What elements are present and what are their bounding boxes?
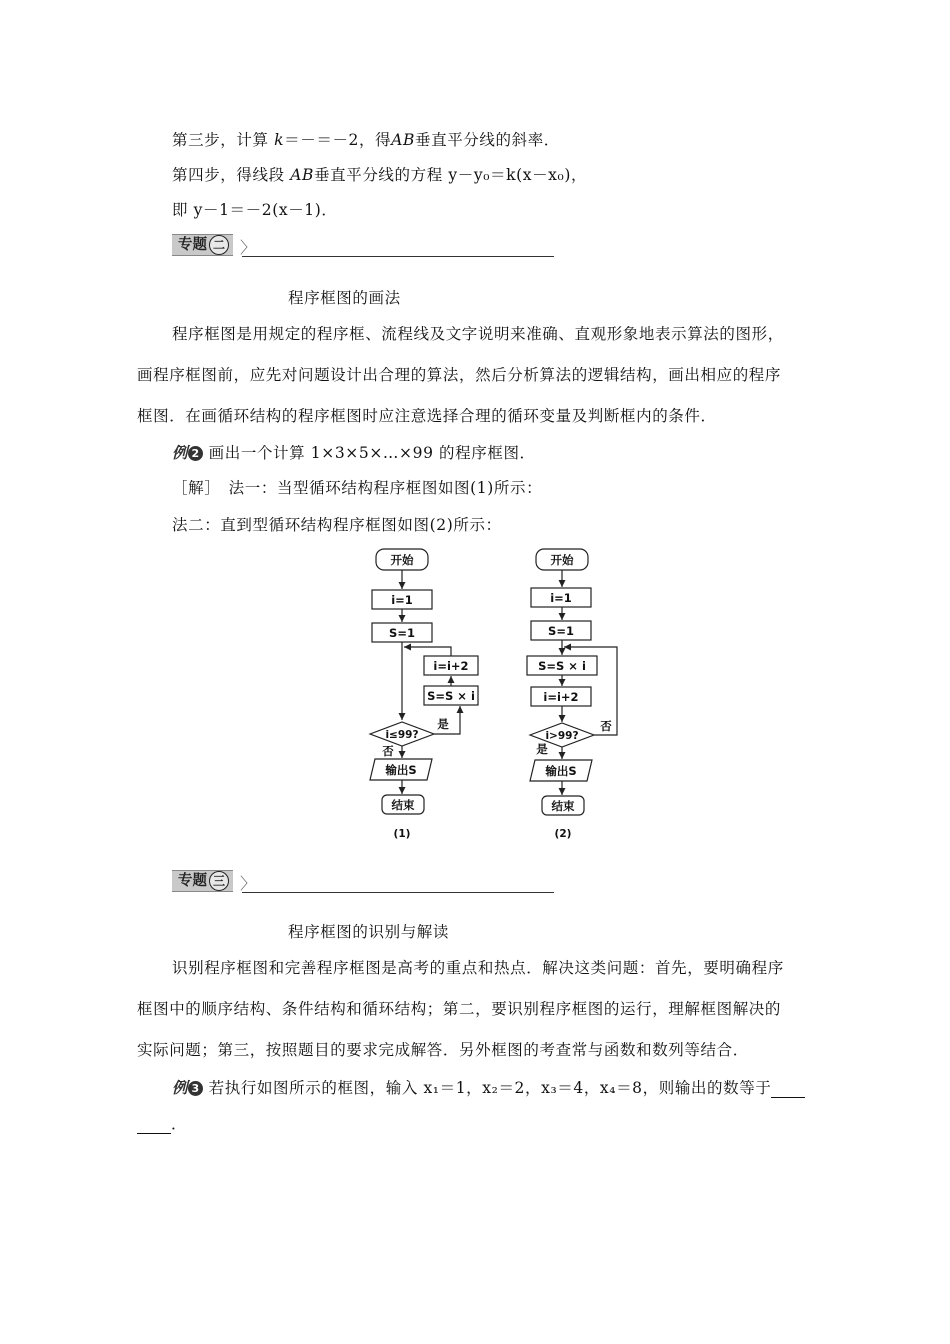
flow1-yes-label: 是 bbox=[437, 717, 449, 731]
flow2-caption: (2) bbox=[554, 828, 572, 840]
flow1-end-label: 结束 bbox=[391, 798, 415, 812]
section-title-3: 程序框图的识别与解读 bbox=[288, 923, 450, 941]
flow2-output-label: 输出S bbox=[545, 764, 577, 778]
section-title-2: 程序框图的画法 bbox=[288, 289, 401, 307]
flow1-i-init-label: i=1 bbox=[391, 593, 413, 607]
flow2-no-label: 否 bbox=[600, 719, 612, 733]
flowcharts-figure bbox=[360, 540, 650, 845]
flow2-s-init-label: S=1 bbox=[548, 624, 574, 638]
step4-prefix: 第四步，得线段 bbox=[172, 166, 285, 184]
flow1-s-init-label: S=1 bbox=[389, 626, 415, 640]
solution-line-2: 法二：直到型循环结构程序框图如图(2)所示： bbox=[172, 516, 502, 534]
flow1-no-label: 否 bbox=[382, 744, 394, 758]
step4-suffix: 垂直平分线的方程 bbox=[314, 166, 443, 184]
flow2-i-inc-label: i=i+2 bbox=[543, 690, 579, 704]
flow2-s-mul-label: S=S × i bbox=[538, 659, 586, 673]
var-k: k bbox=[274, 131, 285, 149]
example-3-text: 若执行如图所示的框图，输入 x₁＝1，x₂＝2，x₃＝4，x₄＝8，则输出的数等于 bbox=[208, 1079, 772, 1097]
answer-blank[interactable] bbox=[137, 1115, 171, 1134]
section2-para-line: 画程序框图前，应先对问题设计出合理的算法，然后分析算法的逻辑结构，画出相应的程序 bbox=[137, 366, 782, 384]
section3-para-line: 识别程序框图和完善程序框图是高考的重点和热点．解决这类问题：首先，要明确程序 bbox=[172, 959, 784, 977]
example-2 bbox=[172, 441, 536, 463]
flow2-yes-label: 是 bbox=[536, 742, 548, 756]
answer-blank[interactable] bbox=[771, 1079, 805, 1098]
flow2-cond-label: i>99? bbox=[545, 730, 579, 742]
section3-para-line: 实际问题；第三，按照题目的要求完成解答．另外框图的考查常与函数和数列等结合． bbox=[137, 1041, 749, 1059]
chevron-icon: 〉 bbox=[240, 874, 257, 893]
section2-para-line: 框图．在画循环结构的程序框图时应注意选择合理的循环变量及判断框内的条件． bbox=[137, 407, 717, 425]
example-number: 3 bbox=[188, 1081, 203, 1096]
step4-equation: y－y₀＝k(x－x₀)， bbox=[448, 166, 588, 184]
section-rule bbox=[242, 256, 554, 257]
solution-line-1: ［解］ 法一：当型循环结构程序框图如图(1)所示： bbox=[172, 479, 543, 497]
section2-para-line: 程序框图是用规定的程序框、流程线及文字说明来准确、直观形象地表示算法的图形， bbox=[172, 325, 784, 343]
flow2-i-init-label: i=1 bbox=[550, 591, 572, 605]
example-label: 例 3 bbox=[172, 1079, 203, 1097]
flow1-cond-label: i≤99? bbox=[385, 729, 419, 741]
flow2-end-label: 结束 bbox=[551, 799, 575, 813]
flow1-caption: (1) bbox=[393, 828, 411, 840]
section-badge bbox=[172, 234, 233, 256]
example-3-end: ． bbox=[171, 1115, 188, 1133]
flow1-i-inc-label: i=i+2 bbox=[433, 659, 469, 673]
segment-ab: AB bbox=[391, 131, 415, 149]
step3-suffix: 垂直平分线的斜率． bbox=[415, 131, 560, 149]
flow1-output-label: 输出S bbox=[385, 763, 417, 777]
flow2-start-label: 开始 bbox=[550, 553, 574, 567]
section-rule bbox=[242, 892, 554, 893]
example-2-text: 画出一个计算 1×3×5×…×99 的程序框图． bbox=[208, 444, 536, 462]
example-3-continuation bbox=[137, 1112, 187, 1134]
step3-prefix: 第三步，计算 bbox=[172, 131, 269, 149]
section-badge-label: 专题 bbox=[178, 237, 207, 253]
flow1-s-mul-label: S=S × i bbox=[427, 689, 475, 703]
section-number: 三 bbox=[209, 871, 229, 891]
section-header-3 bbox=[172, 870, 554, 894]
chevron-icon: 〉 bbox=[240, 238, 257, 257]
step3-mid: ＝－＝－2，得 bbox=[284, 131, 392, 149]
step4-line bbox=[172, 163, 587, 185]
example-3 bbox=[172, 1076, 805, 1098]
section-badge-label: 专题 bbox=[178, 873, 207, 889]
section-number: 二 bbox=[209, 235, 229, 255]
equation-line: 即 y－1＝－2(x－1)． bbox=[172, 201, 338, 219]
flow1-start-label: 开始 bbox=[390, 553, 414, 567]
step3-line bbox=[172, 128, 560, 150]
example-number: 2 bbox=[188, 446, 203, 461]
segment-ab: AB bbox=[290, 166, 315, 184]
section-badge bbox=[172, 870, 233, 892]
section3-para-line: 框图中的顺序结构、条件结构和循环结构；第二，要识别程序框图的运行，理解框图解决的 bbox=[137, 1000, 782, 1018]
section-header-2 bbox=[172, 234, 554, 258]
example-label: 例 2 bbox=[172, 444, 203, 462]
